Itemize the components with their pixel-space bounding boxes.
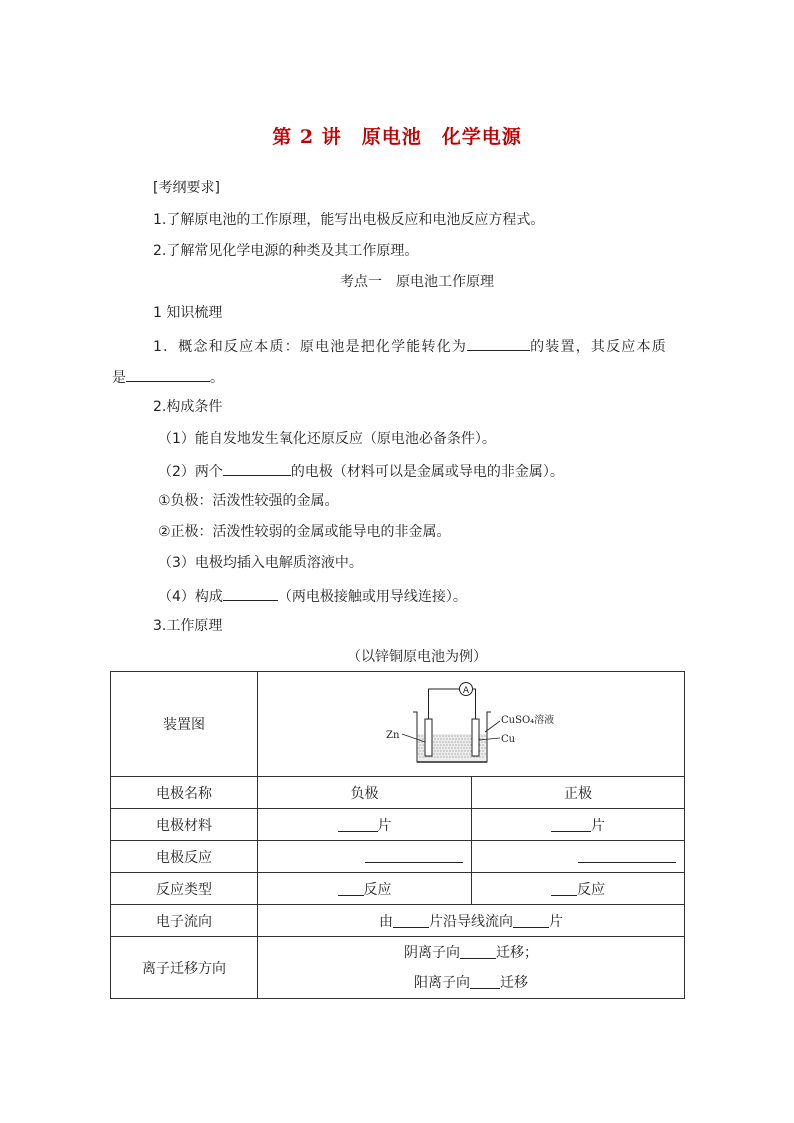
subsection-heading: 1 知识梳理: [153, 305, 223, 321]
condition-item: ①负极：活泼性较强的金属。: [158, 493, 339, 509]
answer-blank: [393, 913, 429, 928]
answer-blank: [551, 881, 577, 896]
condition-item: （3）电极均插入电解质溶液中。: [158, 555, 363, 571]
ion-migration-cell: [258, 937, 685, 999]
answer-blank: [338, 817, 378, 832]
condition-item: [158, 586, 467, 606]
electron-flow-cell: [258, 905, 685, 937]
row-label: 电极名称: [111, 777, 258, 809]
row-label: 反应类型: [111, 873, 258, 905]
zinc-electrode: [425, 719, 432, 756]
concept-text: 的装置，其反应本质: [530, 339, 667, 355]
row-label: 电极反应: [111, 841, 258, 873]
cation-line: [258, 968, 684, 998]
table-row: [111, 841, 685, 873]
pos-material-cell: [472, 809, 685, 841]
answer-blank: [365, 848, 463, 863]
section-title: 考点一 原电池工作原理: [340, 274, 494, 290]
conditions-heading: 2.构成条件: [153, 399, 223, 415]
cell-text: 阴离子向: [404, 944, 460, 961]
answer-blank: [513, 913, 549, 928]
condition-item: （1）能自发地发生氧化还原反应（原电池必备条件）。: [158, 431, 496, 447]
concept-paragraph-cont: [112, 367, 224, 387]
answer-blank: [460, 944, 496, 959]
answer-blank: [551, 817, 591, 832]
condition-text: （4）构成: [158, 589, 223, 605]
row-label: 电子流向: [111, 905, 258, 937]
table-row: [111, 873, 685, 905]
neg-reaction-cell: [258, 841, 472, 873]
answer-blank: [126, 367, 210, 382]
wire-left: [429, 689, 463, 719]
cell-text: 由: [379, 913, 393, 930]
concept-text: 是: [112, 370, 126, 386]
table-row: [111, 672, 685, 777]
table-row: [111, 809, 685, 841]
answer-blank: [338, 881, 364, 896]
pos-name-cell: 正极: [472, 777, 685, 809]
solution-label: CuSO₄溶液: [501, 715, 555, 726]
cu-label: Cu: [501, 734, 516, 745]
concept-text: 1．概念和反应本质：原电池是把化学能转化为: [153, 339, 468, 355]
cell-text: 迁移: [500, 974, 528, 991]
answer-blank: [223, 586, 278, 601]
condition-text: 的电极（材料可以是金属或导电的非金属）。: [290, 464, 564, 480]
galvanic-cell-diagram: [386, 676, 556, 772]
table-caption: （以锌铜原电池为例）: [347, 649, 487, 665]
answer-blank: [467, 336, 530, 351]
condition-text: （2）两个: [158, 464, 223, 480]
cell-text: 迁移；: [496, 944, 538, 961]
table-row: [111, 937, 685, 999]
answer-blank: [223, 461, 291, 476]
cell-text: 阳离子向: [414, 974, 470, 991]
row-label: 装置图: [111, 672, 258, 777]
row-label: 离子迁移方向: [111, 937, 258, 999]
condition-item: [158, 461, 564, 481]
principle-heading: 3.工作原理: [153, 618, 223, 634]
concept-paragraph: [153, 336, 667, 356]
device-diagram-cell: [258, 672, 685, 777]
neg-name-cell: 负极: [258, 777, 472, 809]
cell-text: 片: [549, 913, 563, 930]
cell-text: 反应: [577, 881, 605, 898]
principle-table: [110, 671, 685, 999]
page-title: 第 2 讲 原电池 化学电源: [272, 126, 522, 148]
zn-label: Zn: [386, 730, 400, 741]
neg-type-cell: [258, 873, 472, 905]
answer-blank: [470, 974, 500, 989]
condition-item: ②正极：活泼性较弱的金属或能导电的非金属。: [158, 524, 451, 540]
row-label: 电极材料: [111, 809, 258, 841]
pos-type-cell: [472, 873, 685, 905]
condition-text: （两电极接触或用导线连接）。: [277, 589, 467, 605]
cell-text: 片沿导线流向: [429, 913, 513, 930]
table-row: [111, 777, 685, 809]
ammeter-label: A: [462, 686, 470, 696]
answer-blank: [578, 848, 676, 863]
cell-text: 片: [377, 817, 392, 834]
neg-material-cell: [258, 809, 472, 841]
wire-right: [471, 689, 476, 719]
pos-reaction-cell: [472, 841, 685, 873]
copper-electrode: [472, 719, 479, 756]
syllabus-heading: [考纲要求]: [153, 180, 220, 196]
syllabus-item: 2.了解常见化学电源的种类及其工作原理。: [153, 243, 419, 259]
table-row: [111, 905, 685, 937]
syllabus-item: 1.了解原电池的工作原理，能写出电极反应和电池反应方程式。: [153, 212, 545, 228]
cell-text: 片: [591, 817, 605, 834]
anion-line: [258, 938, 684, 968]
concept-text: 。: [210, 370, 224, 386]
cell-text: 反应: [363, 881, 392, 898]
